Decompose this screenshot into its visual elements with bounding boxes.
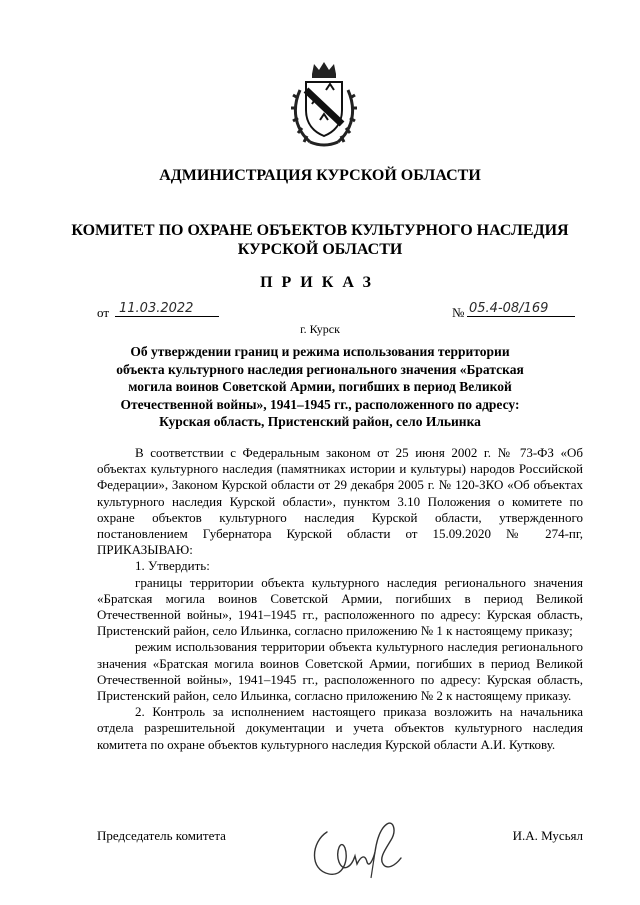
body-paragraph: границы территории объекта культурного наследия регионального значения «Братская могила воинов Советской Армии, погибших в период Великой Отечественной войны», 1941–1945 гг., расположенного по адресу: Курская область, Пристенский район, село Ильинка, согласно приложению № 1 к настоящему приказу; (97, 574, 583, 639)
order-subject (0, 343, 640, 431)
signature-block (97, 826, 583, 896)
city: г. Курск (300, 322, 340, 336)
subject-line: могила воинов Советской Армии, погибших в период Великой (128, 379, 512, 394)
subject-line: Отечественной войны», 1941–1945 гг., расположенного по адресу: (120, 396, 520, 412)
document-type: ПРИКАЗ (260, 274, 380, 291)
signatory-name: И.А. Мусьял (512, 828, 583, 843)
committee-title-line2: КУРСКОЙ ОБЛАСТИ (237, 241, 403, 258)
body-paragraph: режим использования территории объекта культурного наследия регионального значения «Братская могила воинов Советской Армии, погибших в период Великой Отечественной войны», 1941–1945 гг., расположенного по адресу: Курская область, Пристенский район, село Ильинка, согласно приложению № 2 к настоящему приказу. (97, 639, 583, 704)
signatory-title: Председатель комитета (97, 828, 226, 843)
committee-title-line1: КОМИТЕТ ПО ОХРАНЕ ОБЪЕКТОВ КУЛЬТУРНОГО НАСЛЕДИЯ (71, 222, 569, 239)
date-label: от (97, 305, 110, 320)
kursk-coat-of-arms-icon (290, 60, 358, 148)
handwritten-number: 05.4-08/169 (467, 301, 575, 317)
subject-line: объекта культурного наследия регионального значения «Братская (116, 361, 524, 377)
committee-title (0, 221, 640, 259)
body-paragraph: 2. Контроль за исполнением настоящего приказа возложить на начальника отдела разрешительной документации и учета объектов культурного наследия комитета по охране объектов культурного наследия Курской области А.И. Куткову. (97, 704, 583, 752)
handwritten-date: 11.03.2022 (115, 301, 219, 317)
body-paragraph: В соответствии с Федеральным законом от 25 июня 2002 г. № 73-ФЗ «Об объектах культурного наследия (памятниках истории и культуры) народов Российской Федерации», Законом Курской области от 29 декабря 2005 г. № 120-ЗКО «Об объектах культурного наследия Курской области», пунктом 3.10 Положения о комитете по охране объектов культурного наследия Курской области, утвержденного постановлением Губернатора Курской области от 15.09.2020 № 274-пг, ПРИКАЗЫВАЮ: (97, 445, 583, 558)
order-body (97, 445, 583, 753)
body-paragraph: 1. Утвердить: (135, 558, 210, 574)
handwritten-signature-icon (305, 812, 415, 882)
number-label: № (452, 305, 465, 320)
subject-line: Курская область, Пристенский район, село Ильинка (159, 414, 481, 429)
administration-title: АДМИНИСТРАЦИЯ КУРСКОЙ ОБЛАСТИ (159, 167, 481, 184)
subject-line: Об утверждении границ и режима использования территории (130, 344, 510, 359)
